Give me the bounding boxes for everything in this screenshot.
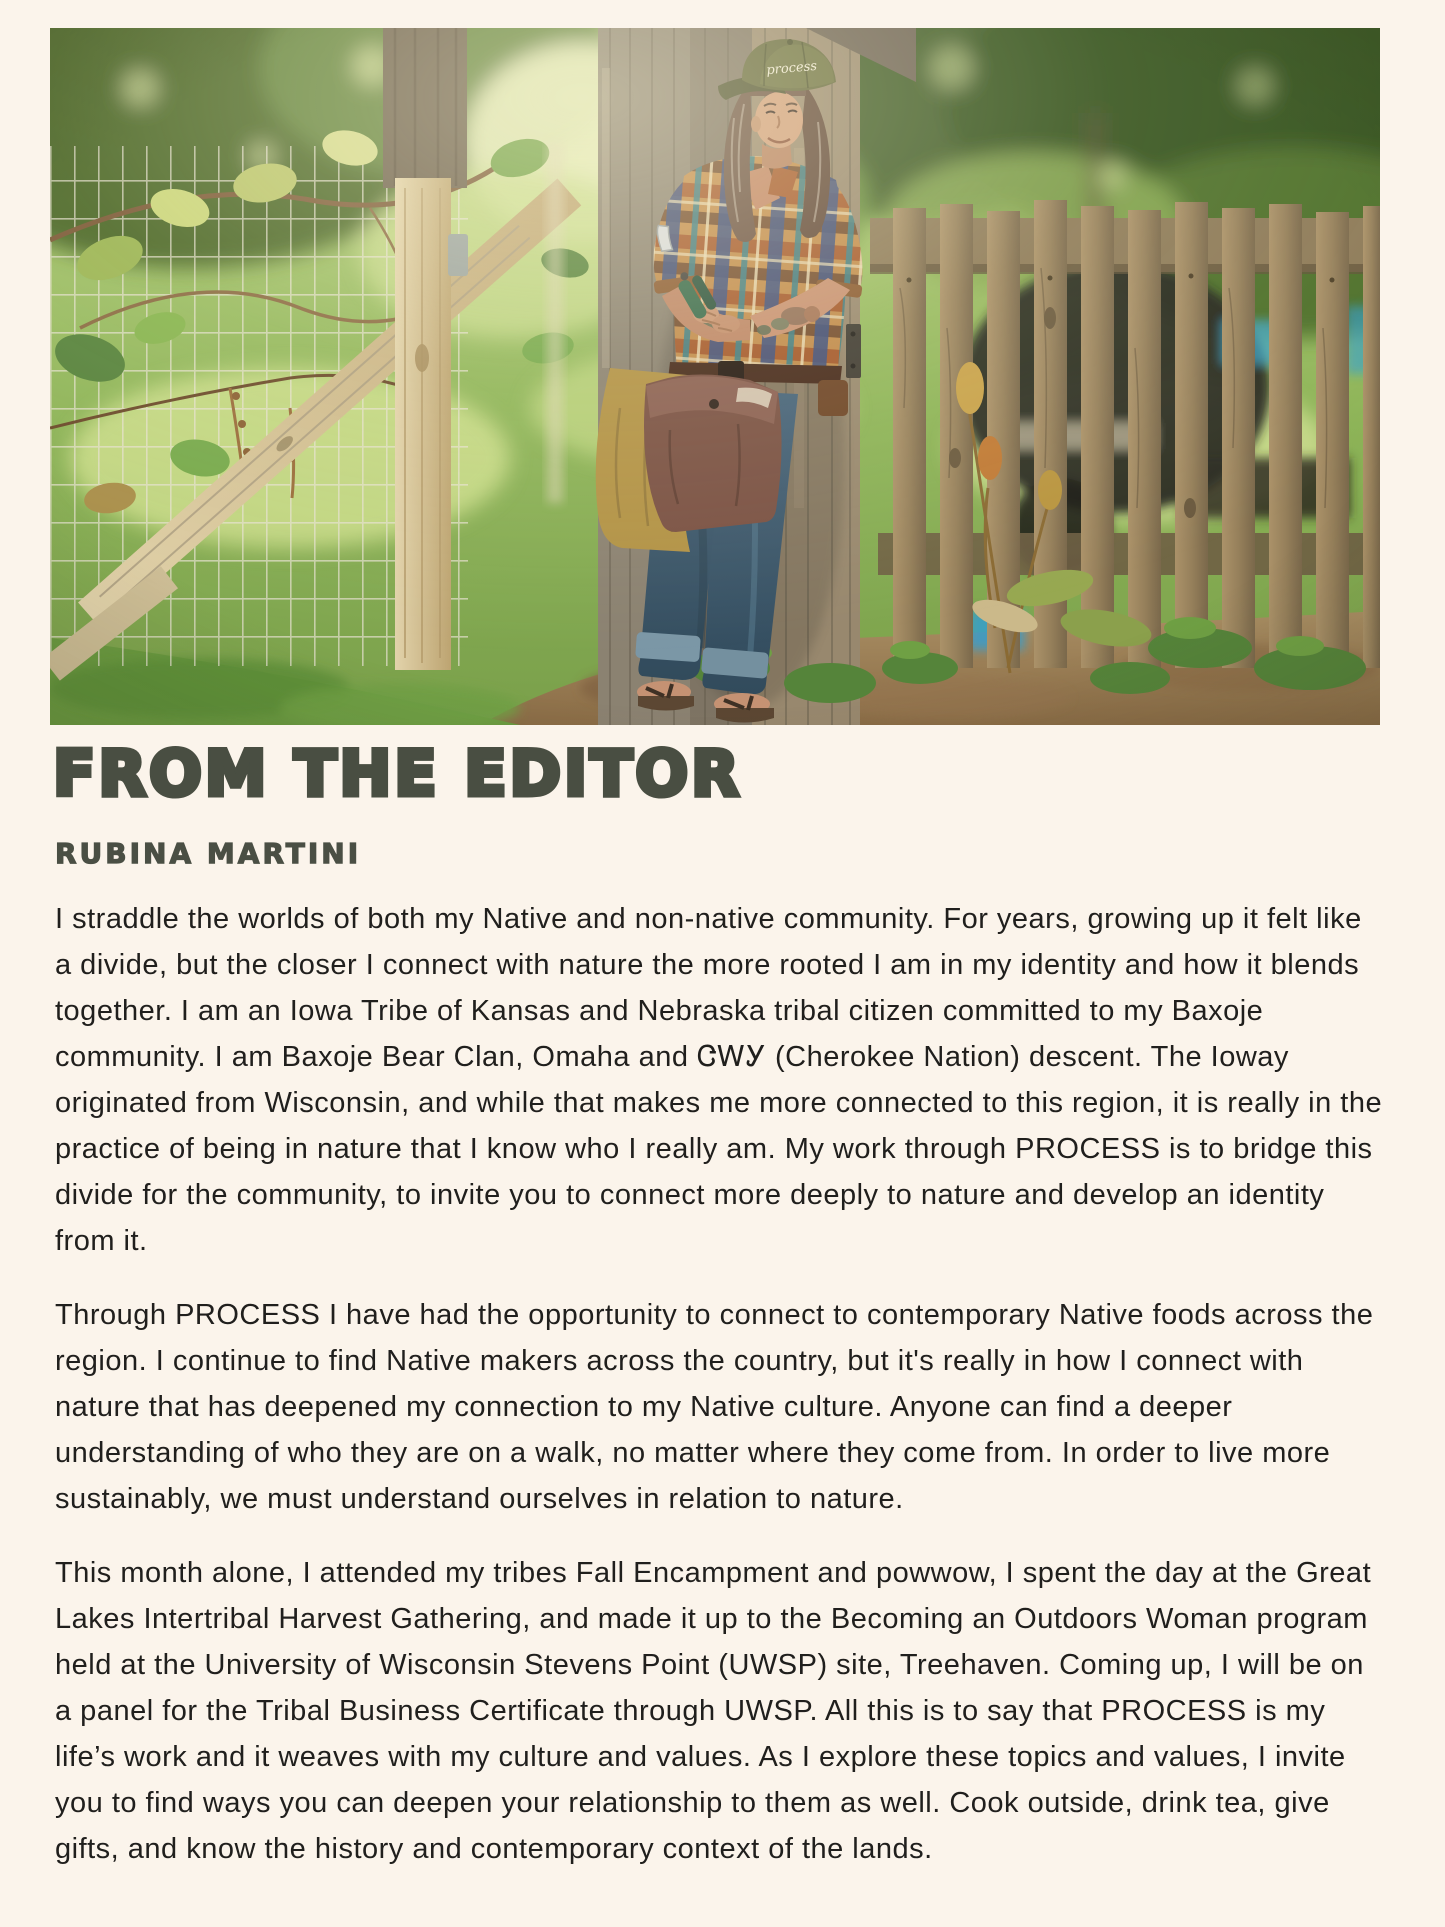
garden-photo-illustration <box>50 28 1380 725</box>
article-body <box>55 896 1385 1872</box>
byline: RUBINA MARTINI <box>55 837 362 871</box>
vignette-overlay <box>50 28 1380 725</box>
body-paragraph: This month alone, I attended my tribes Fall Encampment and powwow, I spent the day at the Great Lakes Intertribal Harvest Gathering, and made it up to the Becoming an Outdoors Woman program held at the University of Wisconsin Stevens Point (UWSP) site, Treehaven. Coming up, I will be on a panel for the Tribal Business Certificate through UWSP. All this is to say that PROCESS is my life’s work and it weaves with my culture and values. As I explore these topics and values, I invite you to find ways you can deepen your relationship to them as well. Cook outside, drink tea, give gifts, and know the history and contemporary context of the lands. <box>55 1557 1372 1866</box>
editor-photo <box>50 28 1380 725</box>
body-paragraph: Through PROCESS I have had the opportunity to connect to contemporary Native foods across the region. I continue to find Native makers across the country, but it's really in how I connect with nature that has deepened my connection to my Native culture. Anyone can find a deeper understanding of who they are on a walk, no matter where they come from. In order to live more sustainably, we must understand ourselves in relation to nature. <box>55 1299 1374 1516</box>
body-paragraph: I straddle the worlds of both my Native and non-native community. For years, growing up it felt like a divide, but the closer I connect with nature the more rooted I am in my identity and how it blends together. I am an Iowa Tribe of Kansas and Nebraska tribal citizen committed to my Baxoje community. I am Baxoje Bear Clan, Omaha and ᏣᎳᎩ (Cherokee Nation) descent. The Ioway originated from Wisconsin, and while that makes me more connected to this region, it is really in the practice of being in nature that I know who I really am. My work through PROCESS is to bridge this divide for the community, to invite you to connect more deeply to nature and develop an identity from it. <box>55 903 1383 1258</box>
page-title: FROM THE EDITOR <box>53 737 742 810</box>
newsletter-page <box>0 28 1445 1927</box>
